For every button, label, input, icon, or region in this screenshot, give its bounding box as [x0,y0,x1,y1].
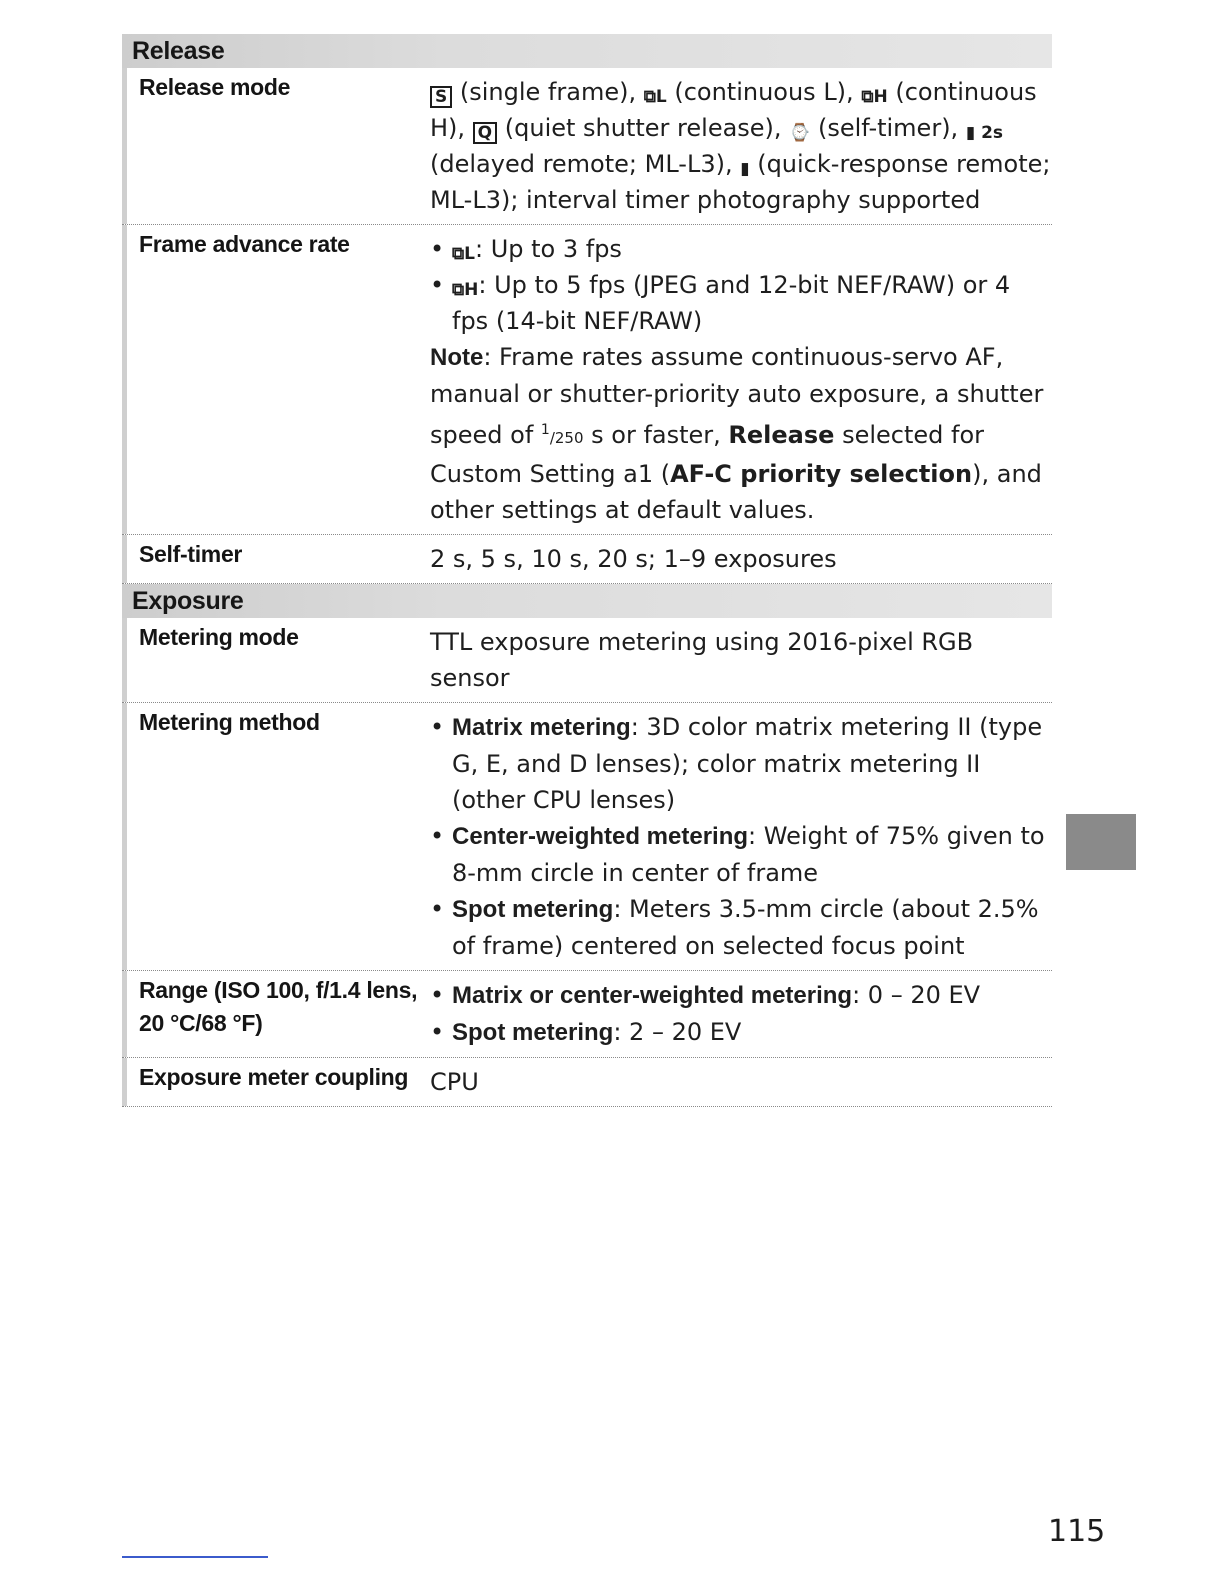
row-label: Metering mode [122,618,424,702]
self-timer-icon: ⌚ [789,123,811,143]
row-label: Range (ISO 100, f/1.4 lens, 20 °C/68 °F) [122,971,424,1057]
list-item: • Center-weighted metering: Weight of 75% given to 8-mm circle in center of frame [430,818,1052,891]
row-value [424,703,1052,970]
chapter-tab-marker [1066,814,1136,870]
spec-table [122,34,1052,1107]
continuous-high-icon: ⧉H [452,280,479,300]
spec-row-release-mode [122,68,1052,225]
row-label: Metering method [122,703,424,970]
spec-row-range [122,971,1052,1058]
spec-row-frame-advance-rate [122,225,1052,535]
section-header-exposure: Exposure [122,584,1052,618]
menu-item-ref: AF-C priority selection [670,460,973,488]
list-item: • Spot metering: Meters 3.5-mm circle (about 2.5% of frame) centered on selected focus point [430,891,1052,964]
page-number: 115 [1048,1514,1106,1549]
continuous-high-icon: ⧉H [861,87,888,107]
list-item: • Matrix or center-weighted metering: 0 – 20 EV [430,977,1052,1014]
row-value [424,225,1052,534]
spec-row-metering-mode [122,618,1052,703]
continuous-low-icon: ⧉L [643,87,667,107]
spec-row-metering-method [122,703,1052,971]
menu-item-ref: Release [728,421,835,449]
note: Note: Frame rates assume continuous-servo AF, manual or shutter-priority auto exposure, a shutter speed of $^1$/250 s or faster, Release selected for Custom Setting a1 (AF-C priority selection), and other settings at default values. [430,343,1044,524]
footer-rule [122,1556,268,1558]
row-label: Release mode [122,68,424,224]
quick-response-remote-icon: ▮ [740,159,750,179]
spec-row-exposure-meter-coupling [122,1058,1052,1107]
spec-row-self-timer [122,535,1052,584]
list-item: • Spot metering: 2 – 20 EV [430,1014,1052,1051]
quiet-release-icon: Q [473,122,497,144]
row-label: Frame advance rate [122,225,424,534]
row-value [424,971,1052,1057]
delayed-remote-icon: ▮ 2s [965,123,1004,143]
row-label: Self-timer [122,535,424,583]
section-header-release: Release [122,34,1052,68]
single-frame-icon: S [430,86,452,108]
list-item: • Matrix metering: 3D color matrix metering II (type G, E, and D lenses); color matrix metering II (other CPU lenses) [430,709,1052,818]
row-value: TTL exposure metering using 2016-pixel RGB sensor [430,628,974,692]
continuous-low-icon: ⧉L [452,244,475,264]
list-item: • ⧉H: Up to 5 fps (JPEG and 12-bit NEF/RAW) or 4 fps (14-bit NEF/RAW) [430,267,1052,339]
list-item: • ⧉L: Up to 3 fps [430,231,1052,267]
row-value: S (single frame), ⧉L (continuous L), ⧉H (continuous H), Q (quiet shutter release), ⌚ (self-timer), ▮ 2s (delayed remote; ML-L3), ▮ (quick-response remote; ML-L3); interval timer photography supported [430,78,1051,214]
row-value: 2 s, 5 s, 10 s, 20 s; 1–9 exposures [430,545,837,573]
row-label: Exposure meter coupling [122,1058,424,1106]
row-value: CPU [430,1068,479,1096]
note-label: Note [430,344,484,371]
